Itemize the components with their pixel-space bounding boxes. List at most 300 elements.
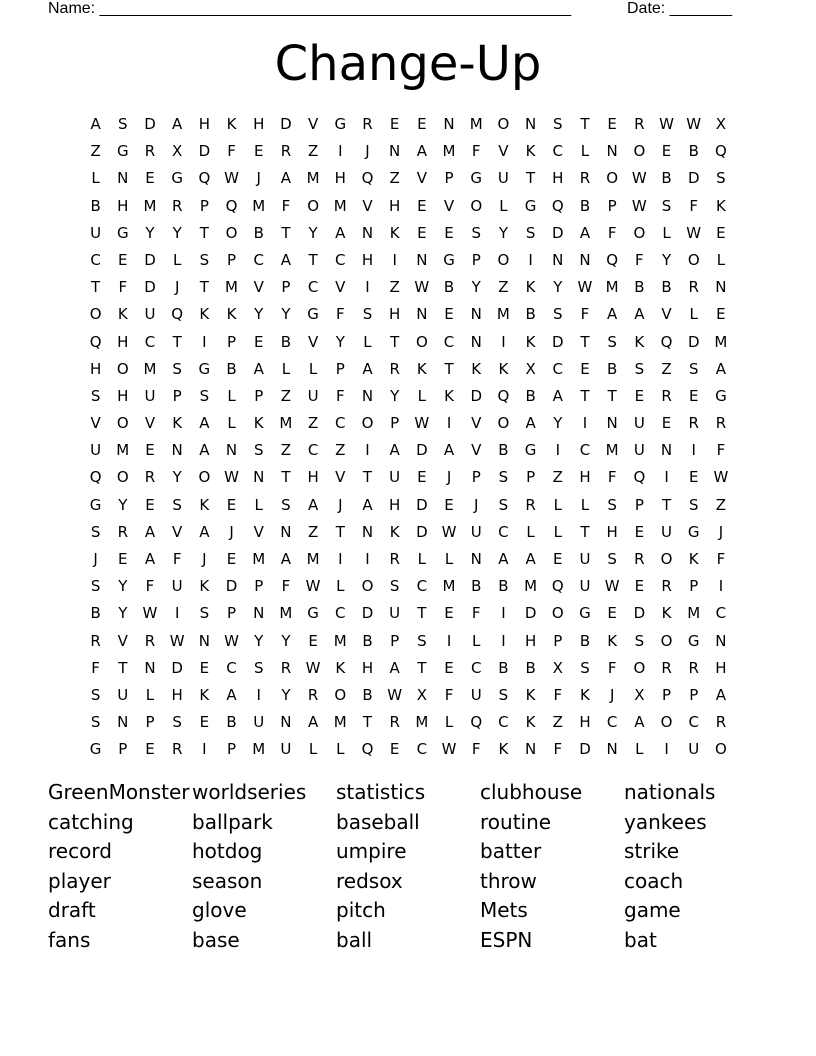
grid-letter: K <box>580 685 590 704</box>
grid-letter: K <box>444 386 454 405</box>
grid-letter: U <box>389 468 401 487</box>
grid-letter: N <box>361 522 374 541</box>
grid-letter: X <box>715 115 727 133</box>
grid-letter: Y <box>471 278 481 297</box>
grid-letter: D <box>416 495 428 514</box>
grid-letter: W <box>224 631 239 650</box>
grid-letter: B <box>525 658 536 677</box>
word-list-item: bat <box>624 927 657 952</box>
grid-letter: J <box>256 169 261 188</box>
grid-letter: D <box>633 604 646 623</box>
grid-letter: N <box>660 441 673 460</box>
word-list-item: yankees <box>624 809 707 834</box>
grid-letter: U <box>688 740 700 759</box>
grid-letter: B <box>525 305 536 324</box>
grid-letter: Z <box>389 278 400 297</box>
grid-letter: O <box>687 250 700 269</box>
grid-letter: M <box>333 713 347 732</box>
grid-letter: F <box>118 278 128 297</box>
grid-letter: L <box>254 495 263 514</box>
grid-letter: K <box>199 495 210 514</box>
grid-letter: W <box>659 115 674 133</box>
grid-letter: K <box>498 740 509 759</box>
grid-letter: P <box>689 685 699 704</box>
grid-letter: H <box>89 359 102 378</box>
grid-letter: F <box>444 685 454 704</box>
grid-letter: U <box>90 441 102 460</box>
grid-letter: T <box>444 359 454 378</box>
grid-letter: F <box>281 196 291 215</box>
grid-letter: U <box>280 740 292 759</box>
grid-letter: K <box>661 604 672 623</box>
grid-letter: P <box>471 250 481 269</box>
grid-letter: U <box>171 577 183 596</box>
grid-letter: G <box>307 604 319 623</box>
grid-letter: O <box>660 550 673 568</box>
grid-letter: P <box>390 414 400 433</box>
grid-letter: R <box>661 577 672 596</box>
grid-letter: W <box>631 169 647 188</box>
grid-letter: A <box>416 142 427 161</box>
grid-row <box>82 573 735 600</box>
grid-letter: T <box>199 223 209 242</box>
grid-letter: E <box>199 713 210 732</box>
grid-letter: D <box>198 142 211 161</box>
grid-letter: N <box>225 441 238 460</box>
grid-letter: B <box>525 386 536 405</box>
grid-letter: K <box>525 685 536 704</box>
grid-letter: E <box>389 115 400 133</box>
grid-letter: X <box>634 685 645 704</box>
grid-letter: A <box>525 414 536 433</box>
grid-letter: E <box>634 386 645 405</box>
grid-letter: I <box>501 332 506 351</box>
grid-letter: P <box>526 468 536 487</box>
grid-letter: S <box>498 495 509 514</box>
grid-letter: I <box>202 740 207 759</box>
grid-letter: K <box>226 115 237 133</box>
grid-letter: Y <box>281 685 291 704</box>
grid-row <box>82 220 735 247</box>
grid-letter: J <box>229 522 234 541</box>
grid-letter: F <box>553 685 563 704</box>
grid-letter: W <box>604 577 620 596</box>
grid-letter: H <box>171 685 183 704</box>
grid-letter: M <box>333 631 347 650</box>
grid-letter: Z <box>280 386 292 405</box>
grid-letter: H <box>552 169 564 188</box>
grid-letter: J <box>202 550 207 568</box>
grid-letter: Q <box>89 468 102 487</box>
grid-letter: P <box>227 332 237 351</box>
grid-letter: L <box>417 386 427 405</box>
grid-letter: L <box>526 522 535 541</box>
grid-letter: P <box>471 468 481 487</box>
grid-letter: E <box>389 740 400 759</box>
grid-letter: V <box>253 522 264 541</box>
grid-letter: O <box>497 414 510 433</box>
grid-letter: Q <box>89 332 102 351</box>
grid-letter: X <box>525 359 536 378</box>
grid-letter: F <box>471 142 481 161</box>
grid-letter: S <box>281 495 291 514</box>
grid-letter: L <box>281 359 291 378</box>
grid-letter: B <box>579 631 591 650</box>
grid-letter: K <box>199 577 210 596</box>
grid-letter: S <box>90 713 101 732</box>
grid-letter: O <box>497 250 510 269</box>
word-list-item: baseball <box>336 809 420 834</box>
grid-letter: Y <box>308 223 318 242</box>
grid-letter: F <box>335 386 345 405</box>
word-list-item: statistics <box>336 780 426 804</box>
grid-letter: R <box>144 631 156 650</box>
grid-letter: N <box>524 740 537 759</box>
grid-letter: B <box>90 604 101 623</box>
grid-letter: K <box>634 332 645 351</box>
grid-letter: P <box>634 495 644 514</box>
grid-letter: R <box>579 169 591 188</box>
grid-letter: P <box>662 685 672 704</box>
grid-letter: P <box>199 196 209 215</box>
grid-letter: A <box>498 550 509 568</box>
grid-row <box>82 600 735 627</box>
grid-row <box>82 274 735 301</box>
grid-letter: M <box>714 332 728 351</box>
grid-letter: I <box>555 441 560 460</box>
word-list-item: GreenMonster <box>48 780 190 804</box>
grid-letter: O <box>225 223 238 242</box>
grid-letter: G <box>524 196 537 215</box>
grid-letter: M <box>116 441 130 460</box>
grid-letter: E <box>634 577 645 596</box>
grid-letter: A <box>715 685 727 704</box>
grid-row <box>82 301 735 328</box>
grid-letter: Q <box>715 142 727 161</box>
grid-row <box>82 410 735 437</box>
grid-letter: A <box>280 550 292 568</box>
word-list-item: umpire <box>336 839 407 864</box>
grid-letter: B <box>661 169 672 188</box>
grid-letter: L <box>716 250 726 269</box>
grid-letter: C <box>416 740 428 759</box>
grid-letter: Q <box>361 740 374 759</box>
grid-letter: Y <box>254 305 264 324</box>
grid-letter: O <box>660 713 673 732</box>
grid-letter: G <box>687 522 700 541</box>
grid-letter: I <box>691 441 696 460</box>
grid-letter: M <box>496 305 510 324</box>
grid-letter: U <box>144 305 156 324</box>
grid-letter: J <box>93 550 98 568</box>
grid-letter: O <box>633 223 646 242</box>
grid-letter: O <box>497 115 510 133</box>
grid-letter: T <box>308 250 318 269</box>
grid-letter: C <box>579 441 591 460</box>
grid-letter: C <box>498 522 509 541</box>
grid-letter: W <box>686 223 702 242</box>
grid-letter: Y <box>553 414 563 433</box>
grid-letter: G <box>116 223 129 242</box>
grid-letter: M <box>442 577 456 596</box>
grid-letter: I <box>446 631 452 650</box>
grid-letter: I <box>365 278 370 297</box>
grid-letter: E <box>145 495 155 514</box>
header <box>48 0 748 20</box>
grid-letter: B <box>471 577 482 596</box>
grid-letter: I <box>202 332 207 351</box>
grid-letter: R <box>171 740 183 759</box>
grid-letter: I <box>664 740 669 759</box>
grid-letter: T <box>362 713 373 732</box>
grid-letter: D <box>524 604 537 623</box>
grid-letter: L <box>689 305 698 324</box>
grid-letter: R <box>144 468 156 487</box>
grid-letter: M <box>279 414 293 433</box>
grid-row <box>82 709 735 736</box>
grid-letter: V <box>362 196 373 215</box>
grid-letter: F <box>580 305 590 324</box>
grid-letter: H <box>389 305 401 324</box>
grid-letter: O <box>361 414 374 433</box>
grid-letter: X <box>416 685 427 704</box>
grid-letter: X <box>172 142 183 161</box>
grid-row <box>82 492 735 519</box>
grid-letter: O <box>361 577 374 596</box>
grid-letter: Y <box>172 468 182 487</box>
grid-letter: C <box>552 142 564 161</box>
grid-letter: U <box>253 713 265 732</box>
word-list-item: game <box>624 898 681 923</box>
grid-letter: N <box>280 522 292 541</box>
grid-letter: S <box>199 386 210 405</box>
grid-letter: H <box>117 196 129 215</box>
grid-letter: V <box>335 278 346 297</box>
grid-letter: K <box>607 631 618 650</box>
grid-letter: F <box>689 196 699 215</box>
grid-letter: C <box>688 713 699 732</box>
grid-row <box>82 736 735 763</box>
grid-letter: T <box>91 278 101 297</box>
grid-letter: Q <box>361 169 374 188</box>
grid-letter: Z <box>498 278 509 297</box>
grid-row <box>82 628 735 655</box>
grid-letter: M <box>442 142 456 161</box>
grid-letter: B <box>362 631 373 650</box>
grid-letter: D <box>416 441 428 460</box>
grid-letter: D <box>416 522 428 541</box>
grid-letter: N <box>198 631 210 650</box>
grid-letter: S <box>716 169 726 188</box>
grid-letter: O <box>606 169 619 188</box>
grid-letter: K <box>715 196 726 215</box>
grid-letter: K <box>253 414 264 433</box>
date-field[interactable]: Date: _______ <box>627 0 732 17</box>
grid-letter: L <box>444 550 454 568</box>
grid-letter: A <box>253 359 264 378</box>
grid-letter: A <box>552 386 563 405</box>
grid-letter: Y <box>254 631 264 650</box>
name-field[interactable]: Name: _____________________________________________________ <box>48 0 572 17</box>
grid-letter: F <box>227 142 236 161</box>
grid-letter: Q <box>606 250 619 269</box>
grid-letter: Q <box>198 169 211 188</box>
grid-letter: D <box>144 278 156 297</box>
grid-letter: O <box>89 305 102 324</box>
grid-letter: G <box>89 740 102 759</box>
grid-letter: I <box>392 250 397 269</box>
grid-letter: Z <box>307 522 319 541</box>
grid-letter: F <box>281 577 291 596</box>
grid-letter: N <box>606 414 618 433</box>
grid-row <box>82 546 735 573</box>
grid-letter: W <box>414 414 430 433</box>
grid-letter: B <box>226 359 237 378</box>
grid-letter: E <box>688 386 699 405</box>
grid-letter: D <box>144 250 156 269</box>
grid-letter: L <box>172 250 182 269</box>
grid-letter: R <box>661 658 672 677</box>
grid-letter: V <box>144 414 156 433</box>
grid-letter: L <box>553 495 562 514</box>
grid-letter: B <box>688 142 699 161</box>
grid-letter: Z <box>552 468 563 487</box>
grid-letter: Y <box>172 223 182 242</box>
grid-letter: D <box>552 332 564 351</box>
grid-letter: O <box>660 631 673 650</box>
grid-letter: O <box>633 142 646 161</box>
grid-letter: H <box>389 495 401 514</box>
grid-letter: G <box>715 386 727 405</box>
grid-letter: S <box>253 441 264 460</box>
grid-letter: E <box>580 359 590 378</box>
grid-letter: H <box>579 713 591 732</box>
grid-letter: F <box>607 658 617 677</box>
grid-letter: L <box>336 740 345 759</box>
grid-letter: A <box>607 305 618 324</box>
grid-letter: A <box>280 169 292 188</box>
grid-letter: S <box>607 550 617 568</box>
grid-letter: M <box>469 115 483 133</box>
grid-letter: N <box>470 550 482 568</box>
grid-letter: A <box>226 685 237 704</box>
grid-letter: E <box>199 658 210 677</box>
grid-letter: E <box>226 550 237 568</box>
grid-letter: O <box>551 604 564 623</box>
grid-letter: W <box>441 740 457 759</box>
grid-letter: V <box>253 278 264 297</box>
grid-letter: E <box>444 604 454 623</box>
grid-letter: K <box>525 142 536 161</box>
grid-letter: D <box>552 223 564 242</box>
grid-letter: Q <box>660 332 673 351</box>
grid-letter: S <box>389 577 400 596</box>
grid-letter: O <box>470 196 483 215</box>
word-list-item: ball <box>336 927 373 952</box>
grid-letter: W <box>224 468 239 487</box>
grid-row <box>82 519 735 546</box>
grid-letter: U <box>144 386 156 405</box>
grid-letter: K <box>389 223 400 242</box>
grid-letter: T <box>580 522 590 541</box>
grid-letter: B <box>579 196 591 215</box>
grid-letter: U <box>497 169 509 188</box>
grid-letter: H <box>198 115 210 133</box>
grid-letter: W <box>387 685 403 704</box>
grid-letter: Y <box>281 305 291 324</box>
grid-letter: A <box>634 713 645 732</box>
word-list-item: ESPN <box>480 927 533 952</box>
grid-letter: E <box>253 142 264 161</box>
grid-letter: N <box>144 658 156 677</box>
grid-letter: L <box>336 577 345 596</box>
grid-letter: M <box>143 359 157 378</box>
grid-letter: R <box>634 550 645 568</box>
grid-letter: S <box>172 495 182 514</box>
grid-letter: L <box>472 631 481 650</box>
grid-letter: A <box>389 441 400 460</box>
grid-letter: E <box>145 169 155 188</box>
grid-letter: E <box>308 631 318 650</box>
grid-letter: Z <box>280 441 292 460</box>
grid-letter: I <box>365 441 370 460</box>
grid-letter: M <box>225 278 238 297</box>
grid-letter: A <box>172 115 183 133</box>
grid-letter: V <box>471 414 482 433</box>
grid-letter: E <box>553 550 563 568</box>
grid-letter: E <box>634 522 645 541</box>
grid-letter: N <box>470 305 482 324</box>
grid-letter: V <box>498 142 509 161</box>
grid-letter: E <box>444 223 454 242</box>
grid-letter: C <box>226 658 237 677</box>
grid-letter: W <box>305 658 321 677</box>
grid-letter: J <box>446 468 452 487</box>
grid-letter: B <box>90 196 101 215</box>
grid-letter: F <box>553 740 563 759</box>
grid-row <box>82 383 735 410</box>
grid-letter: D <box>225 577 238 596</box>
grid-letter: G <box>687 631 700 650</box>
grid-letter: W <box>713 468 729 487</box>
word-list-item: base <box>192 927 240 952</box>
grid-letter: D <box>280 115 292 133</box>
grid-letter: C <box>335 414 346 433</box>
grid-letter: I <box>256 685 261 704</box>
grid-letter: Y <box>498 223 508 242</box>
grid-letter: M <box>524 577 538 596</box>
grid-letter: R <box>389 359 400 378</box>
grid-letter: L <box>635 740 644 759</box>
grid-letter: O <box>715 740 727 759</box>
grid-letter: E <box>226 495 237 514</box>
grid-letter: J <box>365 142 370 161</box>
grid-letter: R <box>715 414 727 433</box>
grid-letter: K <box>199 685 210 704</box>
grid-letter: R <box>389 550 400 568</box>
grid-letter: K <box>471 359 482 378</box>
grid-letter: W <box>169 631 185 650</box>
grid-letter: E <box>607 115 617 133</box>
grid-letter: N <box>253 604 265 623</box>
grid-letter: S <box>634 631 645 650</box>
grid-letter: L <box>444 713 454 732</box>
grid-letter: V <box>661 305 672 324</box>
grid-letter: F <box>635 250 644 269</box>
grid-letter: M <box>605 278 619 297</box>
grid-letter: Y <box>118 495 128 514</box>
grid-letter: P <box>145 713 155 732</box>
